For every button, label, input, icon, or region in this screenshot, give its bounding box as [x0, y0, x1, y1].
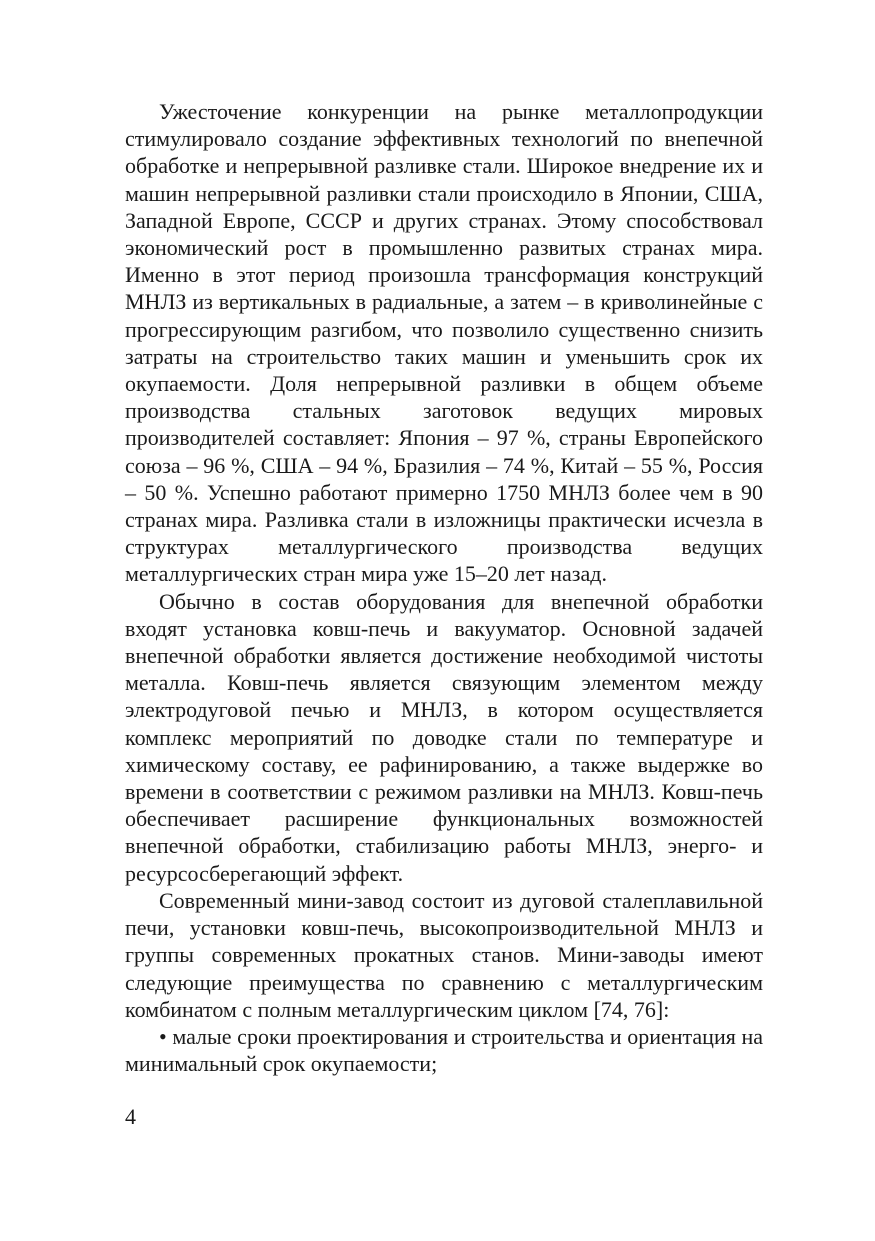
page-number: 4 — [125, 1104, 136, 1129]
page-body — [125, 98, 763, 1077]
paragraph-3: Современный мини-завод состоит из дуговой сталеплавильной печи, установки ковш-печь, высокопроизводительной МНЛЗ и группы современных прокатных станов. Мини-заводы имеют следующие преимущества по сравнению с металлургическим комбинатом с полным металлургическим циклом [74, 76]: — [125, 887, 763, 1022]
bullet-item: • малые сроки проектирования и строительства и ориентация на минимальный срок окупаемости; — [125, 1023, 763, 1077]
paragraph-1: Ужесточение конкуренции на рынке металлопродукции стимулировало создание эффективных технологий по внепечной обработке и непрерывной разливке стали. Широкое внедрение их и машин непрерывной разливки стали происходило в Японии, США, Западной Европе, СССР и других странах. Этому способствовал экономический рост в промышленно развитых странах мира. Именно в этот период произошла трансформация конструкций МНЛЗ из вертикальных в радиальные, а затем – в криволинейные с прогрессирующим разгибом, что позволило существенно снизить затраты на строительство таких машин и уменьшить срок их окупаемости. Доля непрерывной разливки в общем объеме производства стальных заготовок ведущих мировых производителей составляет: Япония – 97 %, страны Европейского союза – 96 %, США – 94 %, Бразилия – 74 %, Китай – 55 %, Россия – 50 %. Успешно работают примерно 1750 МНЛЗ более чем в 90 странах мира. Разливка стали в изложницы практически исчезла в структурах металлургического производства ведущих металлургических стран мира уже 15–20 лет назад. — [125, 99, 763, 587]
paragraph-2: Обычно в состав оборудования для внепечной обработки входят установка ковш-печь и вакууматор. Основной задачей внепечной обработки является достижение необходимой чистоты металла. Ковш-печь является связующим элементом между электродуговой печью и МНЛЗ, в котором осуществляется комплекс мероприятий по доводке стали по температуре и химическому составу, ее рафинированию, а также выдержке во времени в соответствии с режимом разливки на МНЛЗ. Ковш-печь обеспечивает расширение функциональных возможностей внепечной обработки, стабилизацию работы МНЛЗ, энерго- и ресурсосберегающий эффект. — [125, 588, 763, 886]
